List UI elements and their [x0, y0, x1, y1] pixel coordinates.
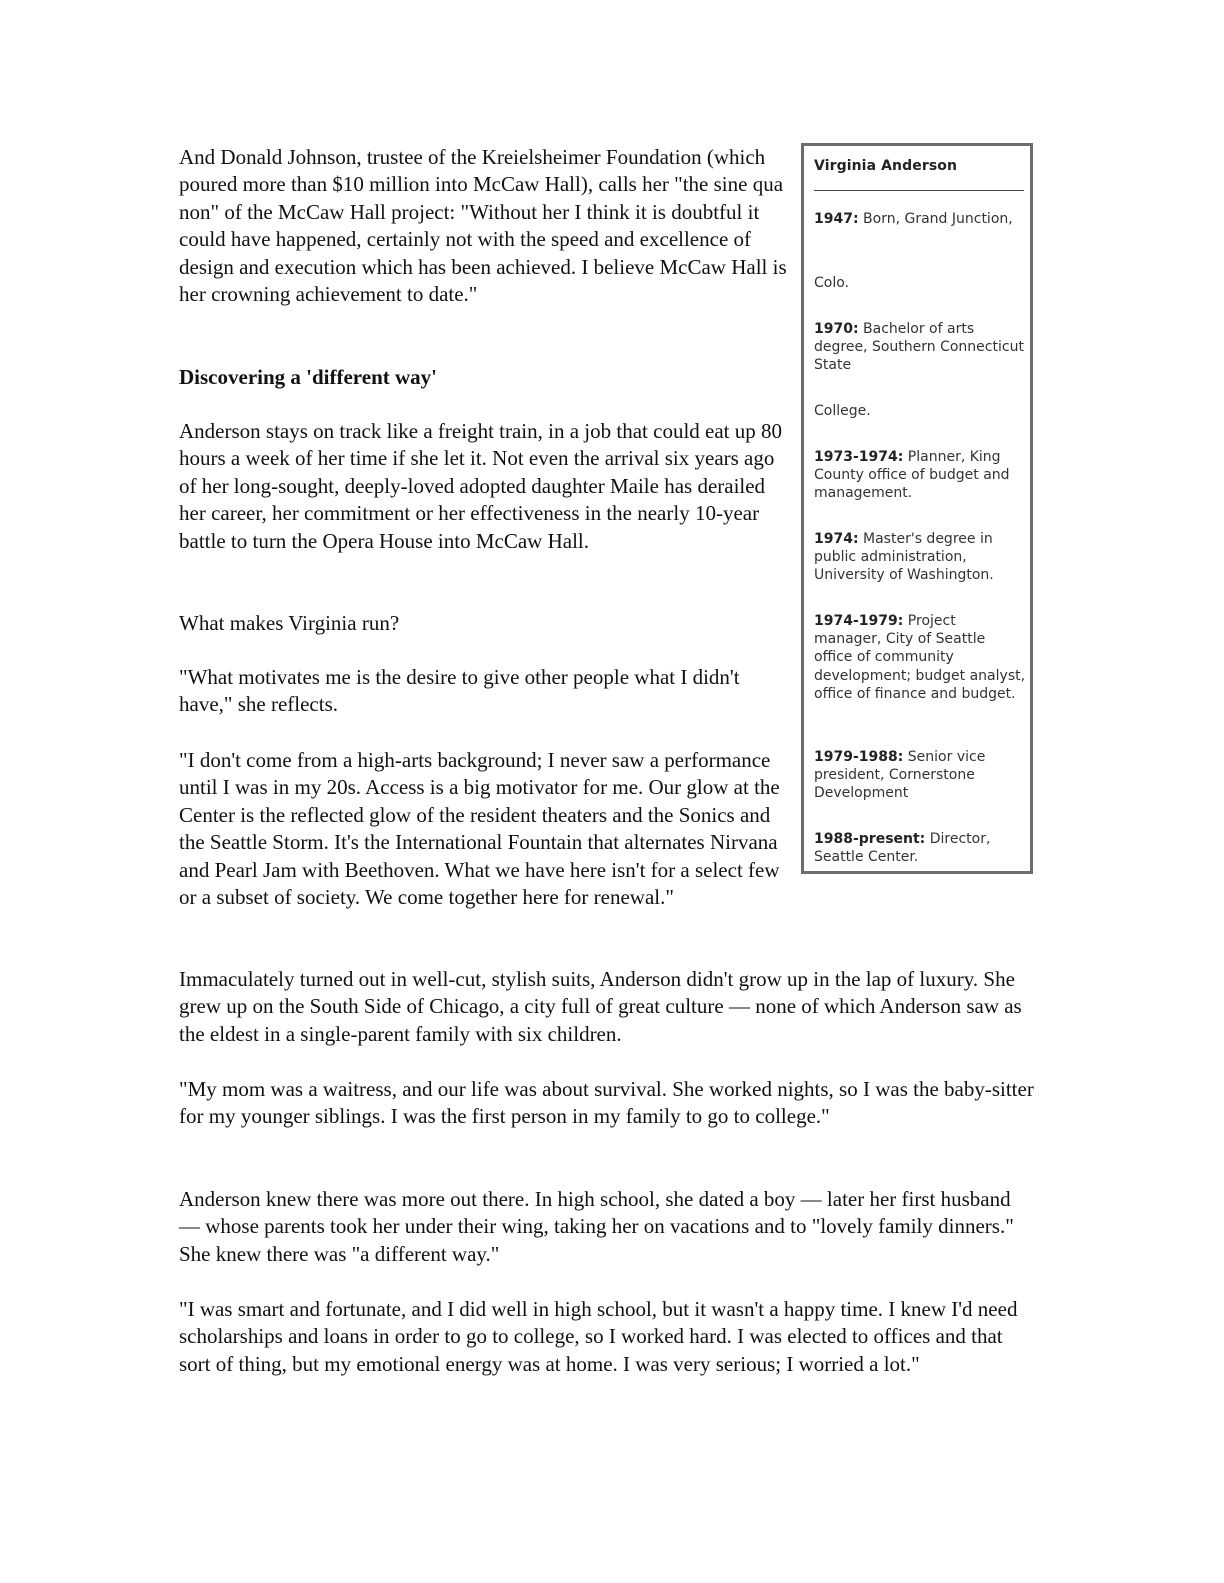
bio-entry-1974-1979 [814, 612, 1026, 703]
paragraph-freight-train: Anderson stays on track like a freight train, in a job that could eat up 80 hours a week of her time if she let it. Not even the arrival six years ago of her long-sought, deeply-loved adopted daughter Maile has derailed her career, her commitment or her effectiveness in the nearly 10-year battle to turn the Opera House into McCaw Hall. [179, 419, 783, 553]
bio-entry-1947 [814, 210, 1026, 228]
bio-entry-label: 1979-1988: [814, 749, 904, 765]
bio-entry-text: Born, Grand Junction, [858, 211, 1013, 227]
paragraph-motivation-quote: "What motivates me is the desire to give other people what I didn't have," she reflects. [179, 665, 740, 717]
bio-entry-1973-1974 [814, 448, 1026, 503]
bio-entry-label: 1973-1974: [814, 449, 904, 465]
bio-entry-label: 1947: [814, 211, 859, 227]
paragraph-donald-johnson-quote: And Donald Johnson, trustee of the Kreielsheimer Foundation (which poured more than $10 million into McCaw Hall), calls her "the sine qua non" of the McCaw Hall project: "Without her I think it is doubtful it could have happened, certainly not with the speed and excellence of design and execution which has been achieved. I believe McCaw Hall is her crowning achievement to date." [179, 145, 787, 307]
bio-entry-text: Master's degree in public administration, University of Washington. [814, 531, 994, 584]
paragraph-mom-waitress-quote: "My mom was a waitress, and our life was about survival. She worked nights, so I was the baby-sitter for my younger siblings. I was the first person in my family to go to college." [179, 1077, 1034, 1129]
paragraph-smart-fortunate-quote: "I was smart and fortunate, and I did well in high school, but it wasn't a happy time. I knew I'd need scholarships and loans in order to go to college, so I worked hard. I was elected to offices and that sort of thing, but my emotional energy was at home. I was very serious; I worried a lot." [179, 1297, 1018, 1376]
bio-sidebar [801, 143, 1033, 874]
bio-entry-label: 1970: [814, 321, 859, 337]
paragraph-different-way: Anderson knew there was more out there. In high school, she dated a boy — later her first husband — whose parents took her under their wing, taking her on vacations and to "lovely family dinners." She knew there was "a different way." [179, 1187, 1014, 1266]
bio-entry-text: Planner, King County office of budget and management. [814, 449, 1010, 502]
paragraph-high-arts-quote: "I don't come from a high-arts background; I never saw a performance until I was in my 20s. Access is a big motivator for me. Our glow at the Center is the reflected glow of the resident theaters and the Sonics and the Seattle Storm. It's the International Fountain that alternates Nirvana and Pearl Jam with Beethoven. What we have here isn't for a select few or a subset of society. We come together here for renewal." [179, 748, 780, 910]
bio-entry-label: 1974: [814, 531, 859, 547]
bio-entry-text: College. [814, 403, 871, 419]
bio-sidebar-divider [814, 190, 1024, 191]
bio-entry-1979-1988 [814, 748, 1026, 803]
paragraph-what-makes-virginia-run: What makes Virginia run? [179, 611, 400, 635]
section-heading: Discovering a 'different way' [179, 365, 437, 389]
bio-entry-text: Director, Seattle Center. [814, 831, 991, 866]
bio-entry-label: 1974-1979: [814, 613, 904, 629]
paragraph-south-side-chicago: Immaculately turned out in well-cut, stylish suits, Anderson didn't grow up in the lap of luxury. She grew up on the South Side of Chicago, a city full of great culture — none of which Anderson saw as the eldest in a single-parent family with six children. [179, 967, 1022, 1046]
bio-sidebar-title: Virginia Anderson [814, 158, 958, 174]
bio-entry-text: Senior vice president, Cornerstone Development [814, 749, 986, 802]
bio-entry-1974 [814, 530, 1026, 585]
bio-entry-text: Bachelor of arts degree, Southern Connecticut State [814, 321, 1024, 374]
bio-entry-college [814, 402, 1026, 420]
bio-entry-label: 1988-present: [814, 831, 926, 847]
bio-entry-text: Project manager, City of Seattle office of community development; budget analyst, office of finance and budget. [814, 613, 1026, 702]
bio-entry-text: Colo. [814, 275, 849, 291]
bio-entry-1988-present [814, 830, 1026, 866]
bio-entry-1970 [814, 320, 1026, 375]
bio-entry-colo [814, 274, 1026, 292]
